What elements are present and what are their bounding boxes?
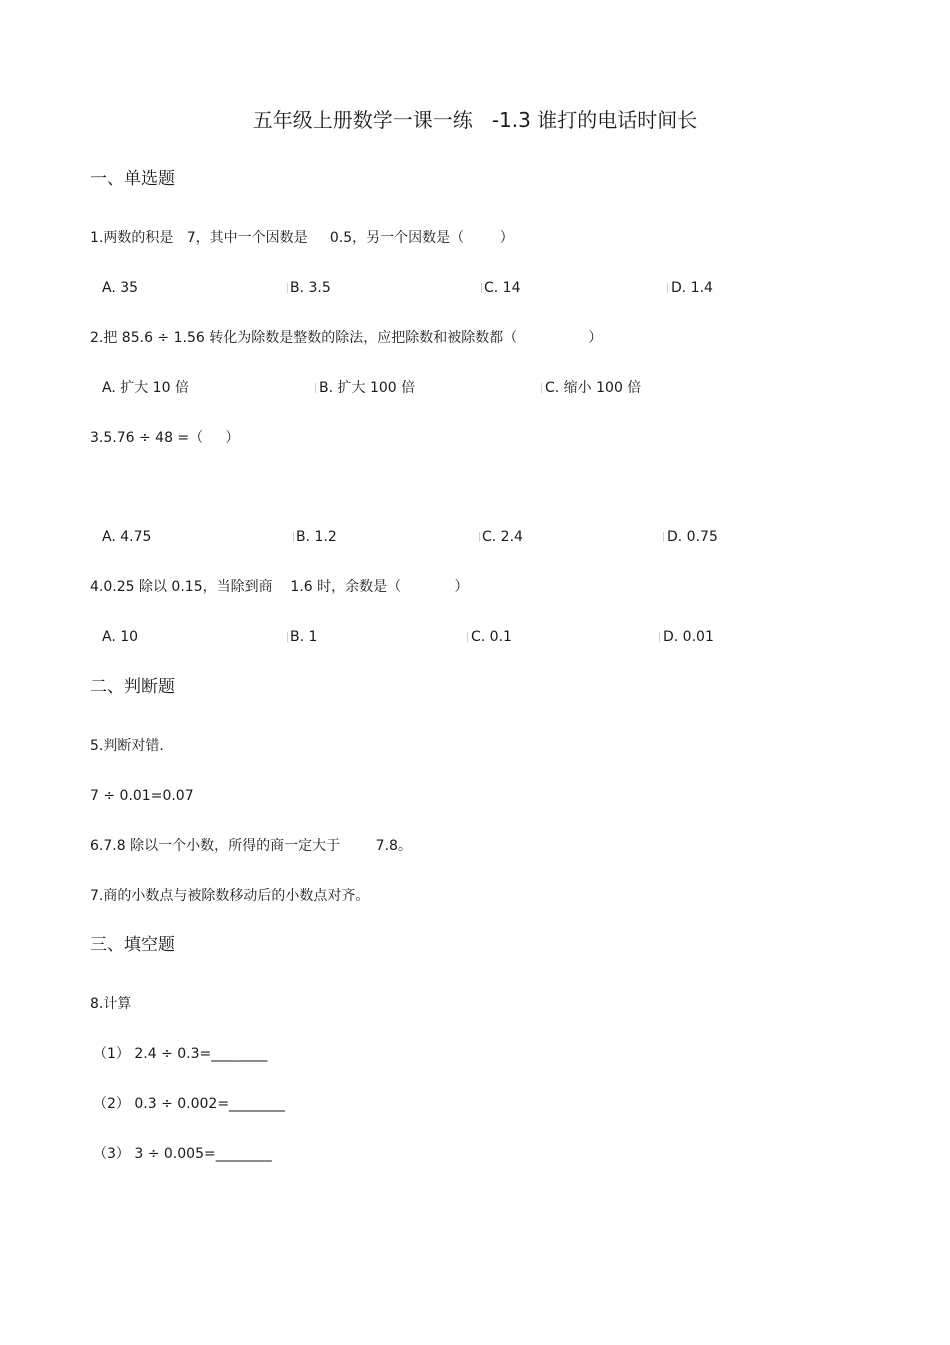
question-5-stem: 5.判断对错. bbox=[90, 738, 164, 754]
question-1-option-d: D. 1.4 bbox=[671, 280, 713, 296]
divider-mark bbox=[663, 532, 664, 542]
question-4-option-d: D. 0.01 bbox=[663, 629, 714, 645]
divider-mark bbox=[315, 383, 316, 393]
document-title: 五年级上册数学一课一练 -1.3 谁打的电话时间长 bbox=[252, 108, 698, 132]
question-8-item-2: （2） 0.3 ÷ 0.002=________ bbox=[93, 1096, 286, 1112]
divider-mark bbox=[467, 632, 468, 642]
question-4-option-c: C. 0.1 bbox=[471, 629, 512, 645]
question-2-option-c: C. 缩小 100 倍 bbox=[545, 380, 642, 396]
question-1-option-c: C. 14 bbox=[484, 280, 521, 296]
divider-mark bbox=[293, 532, 294, 542]
question-1-stem: 1.两数的积是 7，其中一个因数是 0.5，另一个因数是（ ） bbox=[90, 230, 514, 246]
question-8-item-1: （1） 2.4 ÷ 0.3=________ bbox=[93, 1046, 268, 1062]
question-4-option-a: A. 10 bbox=[102, 629, 139, 645]
question-4-stem: 4.0.25 除以 0.15，当除到商 1.6 时，余数是（ ） bbox=[90, 579, 469, 595]
question-2-stem: 2.把 85.6 ÷ 1.56 转化为除数是整数的除法，应把除数和被除数都（ ） bbox=[90, 330, 603, 346]
question-3-option-c: C. 2.4 bbox=[482, 529, 523, 545]
section-heading-true-false: 二、判断题 bbox=[90, 677, 175, 697]
question-2-option-b: B. 扩大 100 倍 bbox=[319, 380, 416, 396]
question-3-stem: 3.5.76 ÷ 48 =（ ） bbox=[90, 430, 240, 446]
divider-mark bbox=[479, 532, 480, 542]
divider-mark bbox=[667, 283, 668, 293]
question-4-option-b: B. 1 bbox=[290, 629, 318, 645]
question-2-option-a: A. 扩大 10 倍 bbox=[102, 380, 189, 396]
question-5-statement: 7 ÷ 0.01=0.07 bbox=[90, 788, 194, 804]
question-3-option-a: A. 4.75 bbox=[102, 529, 152, 545]
question-8-stem: 8.计算 bbox=[90, 996, 132, 1012]
question-8-item-3: （3） 3 ÷ 0.005=________ bbox=[93, 1146, 272, 1162]
question-3-option-d: D. 0.75 bbox=[667, 529, 718, 545]
question-1-option-b: B. 3.5 bbox=[290, 280, 331, 296]
divider-mark bbox=[287, 632, 288, 642]
divider-mark bbox=[481, 283, 482, 293]
section-heading-single-choice: 一、单选题 bbox=[90, 169, 175, 189]
question-7-stem: 7.商的小数点与被除数移动后的小数点对齐。 bbox=[90, 888, 370, 904]
question-6-stem: 6.7.8 除以一个小数，所得的商一定大于 7.8。 bbox=[90, 838, 412, 854]
section-heading-fill-blank: 三、填空题 bbox=[90, 935, 175, 955]
divider-mark bbox=[541, 383, 542, 393]
divider-mark bbox=[659, 632, 660, 642]
divider-mark bbox=[287, 283, 288, 293]
question-1-option-a: A. 35 bbox=[102, 280, 139, 296]
question-3-option-b: B. 1.2 bbox=[296, 529, 337, 545]
